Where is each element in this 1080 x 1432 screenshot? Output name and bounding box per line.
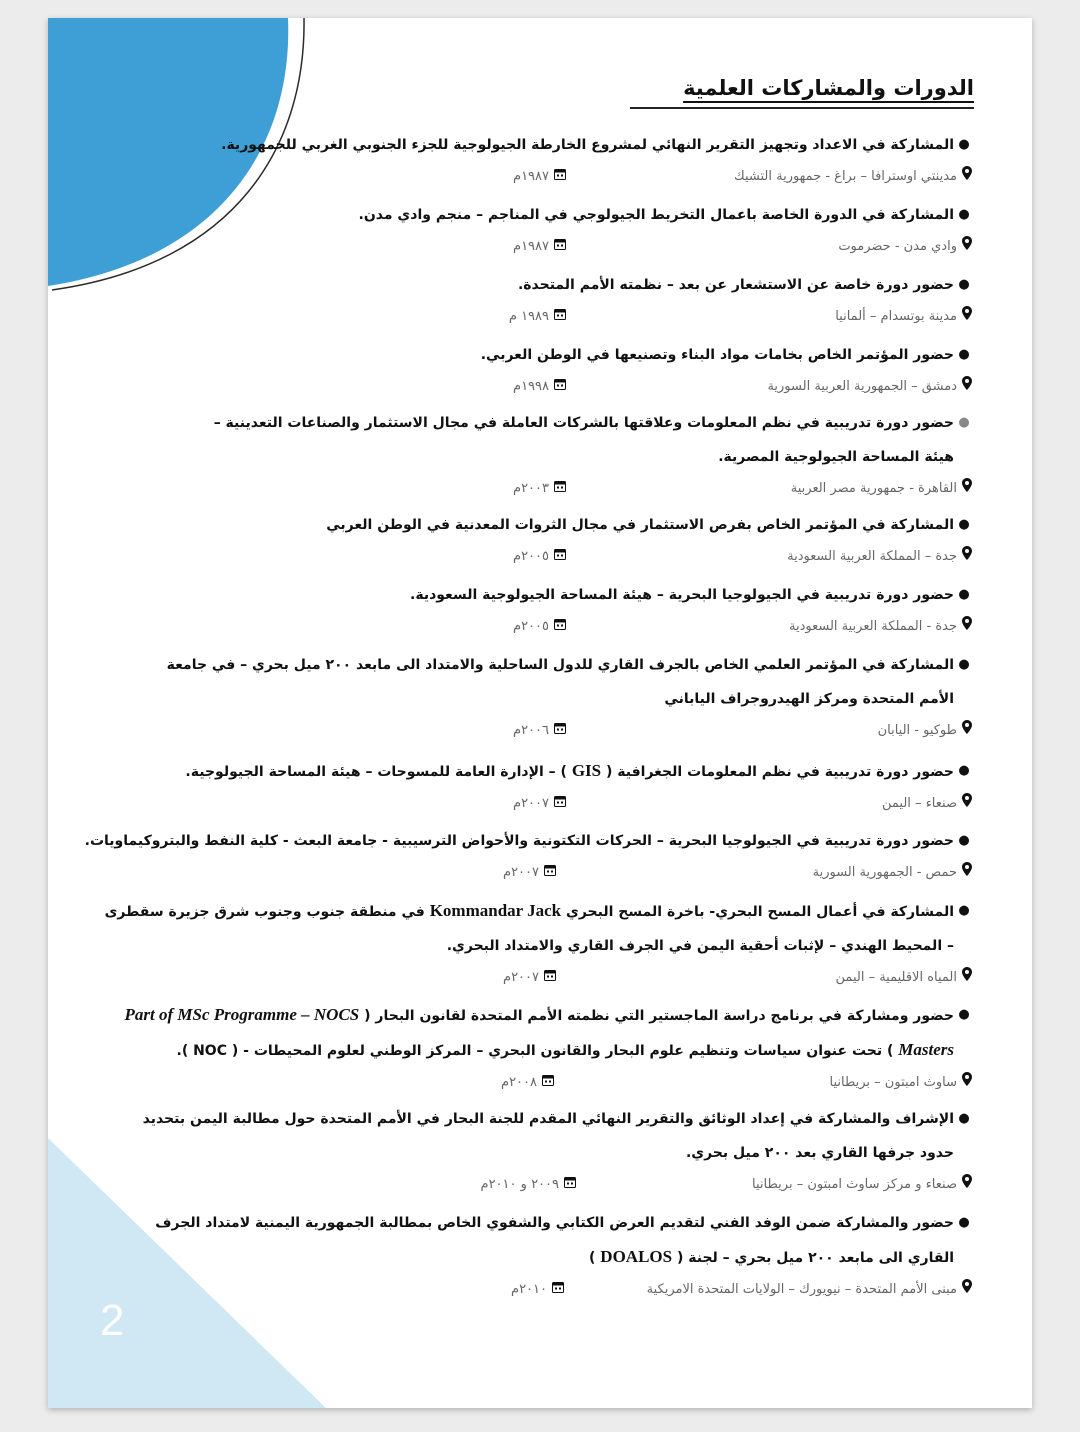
entry-text: المشاركة في المؤتمر العلمي الخاص بالجرف القاري للدول الساحلية والامتداد الى مابعد ٢٠٠ ميل بحري – في جامعة الأمم المتحدة ومركز الهيدروجراف الياباني (166, 657, 954, 707)
bullet-dot: ● (958, 415, 970, 430)
map-pin-icon (962, 858, 972, 888)
map-pin-icon (962, 789, 972, 819)
map-pin-icon (962, 1170, 972, 1200)
entry-text: حضور المؤتمر الخاص بخامات مواد البناء وتصنيعها في الوطن العربي. (480, 347, 954, 363)
calendar-icon (554, 542, 566, 572)
calendar-icon (554, 372, 566, 402)
entry-location: مدينتي اوسترافا – براغ - جمهورية التشيك (734, 169, 957, 184)
entry-text-after: ) تحت عنوان سياسات وتنظيم علوم البحار والقانون البحري – المركز الوطني لعلوم المحيطات - ( NOC ). (176, 1043, 894, 1059)
calendar-icon (554, 232, 566, 262)
entry-date: ١٩٨٧م (513, 169, 549, 184)
entry (74, 824, 974, 888)
calendar-icon (564, 1170, 576, 1200)
entry-date: ٢٠٠٧م (513, 796, 549, 811)
calendar-icon (544, 858, 556, 888)
entry (184, 406, 974, 504)
entry-location: القاهرة - جمهورية مصر العربية (790, 481, 957, 496)
entry-text: حضور والمشاركة ضمن الوفد الفني لتقديم العرض الكتابي والشفوي الخاص بمطالبة الجمهورية اليمنية لامتداد الجرف القاري الى مابعد ٢٠٠ ميل بحري – لجنة ( (155, 1215, 954, 1266)
page-number: 2 (100, 1296, 125, 1345)
entry-date: ٢٠٠٨م (501, 1075, 537, 1090)
map-pin-icon (962, 232, 972, 262)
calendar-icon (544, 963, 556, 993)
entry-location: جدة – المملكة العربية السعودية (787, 549, 957, 564)
entry (94, 268, 974, 332)
entry-text: المشاركة في أعمال المسح البحري- باخرة المسح البحري (566, 904, 954, 920)
entry-text-en: DOALOS (600, 1247, 673, 1266)
entry-location: جدة - المملكة العربية السعودية (788, 619, 957, 634)
bullet-dot: ● (958, 1111, 970, 1126)
calendar-icon (554, 474, 566, 504)
entry-location: المياه الاقليمية – اليمن (835, 970, 957, 985)
entry-date: ٢٠١٠م (511, 1282, 547, 1297)
entry (94, 508, 974, 572)
entry-date: ٢٠٠٥م (513, 549, 549, 564)
entry-text-en: Part of MSc Programme – NOCS Masters (124, 1005, 954, 1059)
map-pin-icon (962, 963, 972, 993)
entry (94, 338, 974, 402)
entry-text: المشاركة في الاعداد وتجهيز التقرير النهائي لمشروع الخارطة الجيولوجية للجزء الجنوبي الغربي للجمهورية. (221, 137, 954, 153)
entry (134, 1206, 974, 1305)
entry (94, 128, 974, 192)
entry-date: ١٩٨٩ م (508, 309, 549, 324)
entry-date: ٢٠٠٣م (513, 481, 549, 496)
entry (124, 1102, 974, 1200)
entry-text-after: ) (589, 1250, 596, 1266)
map-pin-icon (962, 542, 972, 572)
map-pin-icon (962, 474, 972, 504)
bullet-dot: ● (958, 207, 970, 222)
entry-text-after: ) – الإدارة العامة للمسوحات – هيئة المساحة الجيولوجية. (185, 764, 567, 780)
entry (94, 754, 974, 819)
bullet-dot: ● (958, 517, 970, 532)
entry-location: مدينة بوتسدام – ألمانيا (835, 309, 957, 324)
entry-date: ١٩٨٧م (513, 239, 549, 254)
entry-location: طوكيو - اليابان (877, 723, 957, 738)
entry (94, 998, 974, 1098)
map-pin-icon (962, 716, 972, 746)
map-pin-icon (962, 612, 972, 642)
entry-location: صنعاء و مركز ساوث امبتون – بريطانيا (752, 1177, 957, 1192)
map-pin-icon (962, 1275, 972, 1305)
entry (94, 578, 974, 642)
document-page (48, 18, 1032, 1408)
entry-date: ٢٠٠٩ و ٢٠١٠م (480, 1177, 559, 1192)
bullet-dot: ● (958, 277, 970, 292)
bullet-dot: ● (958, 587, 970, 602)
map-pin-icon (962, 302, 972, 332)
entry-date: ٢٠٠٥م (513, 619, 549, 634)
entry-text: المشاركة في الدورة الخاصة باعمال التخريط الجيولوجي في المناجم – منجم وادي مدن. (358, 207, 954, 223)
calendar-icon (542, 1068, 554, 1098)
map-pin-icon (962, 372, 972, 402)
entry-date: ٢٠٠٧م (503, 970, 539, 985)
entry (144, 648, 974, 746)
bullet-dot: ● (958, 833, 970, 848)
bullet-dot: ● (958, 657, 970, 672)
bullet-dot: ● (958, 1007, 970, 1022)
calendar-icon (554, 612, 566, 642)
entry-date: ٢٠٠٧م (503, 865, 539, 880)
calendar-icon (554, 716, 566, 746)
entry-location: حمص - الجمهورية السورية (812, 865, 957, 880)
calendar-icon (554, 302, 566, 332)
entry-location: وادي مدن - حضرموت (838, 239, 957, 254)
map-pin-icon (962, 1068, 972, 1098)
entry (94, 894, 974, 993)
bullet-dot: ● (958, 903, 970, 918)
entry-location: دمشق – الجمهورية العربية السورية (767, 379, 957, 394)
entry-text: المشاركة في المؤتمر الخاص بفرص الاستثمار في مجال الثروات المعدنية في الوطن العربي (326, 517, 954, 533)
entry-location: مبنى الأمم المتحدة – نيويورك – الولايات المتحدة الامريكية (646, 1282, 957, 1297)
title-underline (630, 107, 974, 109)
bullet-dot: ● (958, 347, 970, 362)
calendar-icon (552, 1275, 564, 1305)
bullet-dot: ● (958, 763, 970, 778)
entry-text: الإشراف والمشاركة في إعداد الوثائق والتقرير النهائي المقدم للجنة البحار في الأمم المتحدة حول مطالبة اليمن بتحديد حدود جرفها القاري بعد ٢٠٠ ميل بحري. (142, 1111, 954, 1161)
entry-date: ١٩٩٨م (513, 379, 549, 394)
entry-location: ساوث امبتون – بريطانيا (829, 1075, 957, 1090)
calendar-icon (554, 789, 566, 819)
calendar-icon (554, 162, 566, 192)
entry-text: حضور دورة تدريبية في الجيولوجيا البحرية – هيئة المساحة الجيولوجية السعودية. (410, 587, 954, 603)
section-title: الدورات والمشاركات العلمية (683, 76, 974, 100)
entry-text-en: Kommandar Jack (429, 901, 562, 920)
entry-location: صنعاء – اليمن (882, 796, 957, 811)
entry-text: حضور ومشاركة في برنامج دراسة الماجستير التي نظمته الأمم المتحدة لقانون البحار ( (364, 1008, 954, 1024)
entry-text-en: GIS (571, 761, 602, 780)
map-pin-icon (962, 162, 972, 192)
entry-text: حضور دورة تدريبية في الجيولوجيا البحرية – الحركات التكتونية والأحواض الترسيبية - جامعة البعث - كلية النفط والبتروكيماويات. (84, 833, 954, 849)
entry-date: ٢٠٠٦م (513, 723, 549, 738)
entry-text-after: في منطقة جنوب وجنوب شرق جزيرة سقطرى – المحيط الهندي – لإثبات أحقية اليمن في الجرف القاري والامتداد البحري. (104, 904, 954, 954)
bullet-dot: ● (958, 1215, 970, 1230)
entry (94, 198, 974, 262)
bullet-dot: ● (958, 137, 970, 152)
entry-text: حضور دورة تدريبية في نظم المعلومات الجغرافية ( (606, 764, 954, 780)
entry-text: حضور دورة تدريبية في نظم المعلومات وعلاقتها بالشركات العاملة في مجال الاستثمار والصناعات التعدينية – هيئة المساحة الجيولوجية المصرية. (213, 415, 954, 465)
entry-text: حضور دورة خاصة عن الاستشعار عن بعد – نظمته الأمم المتحدة. (517, 277, 954, 293)
